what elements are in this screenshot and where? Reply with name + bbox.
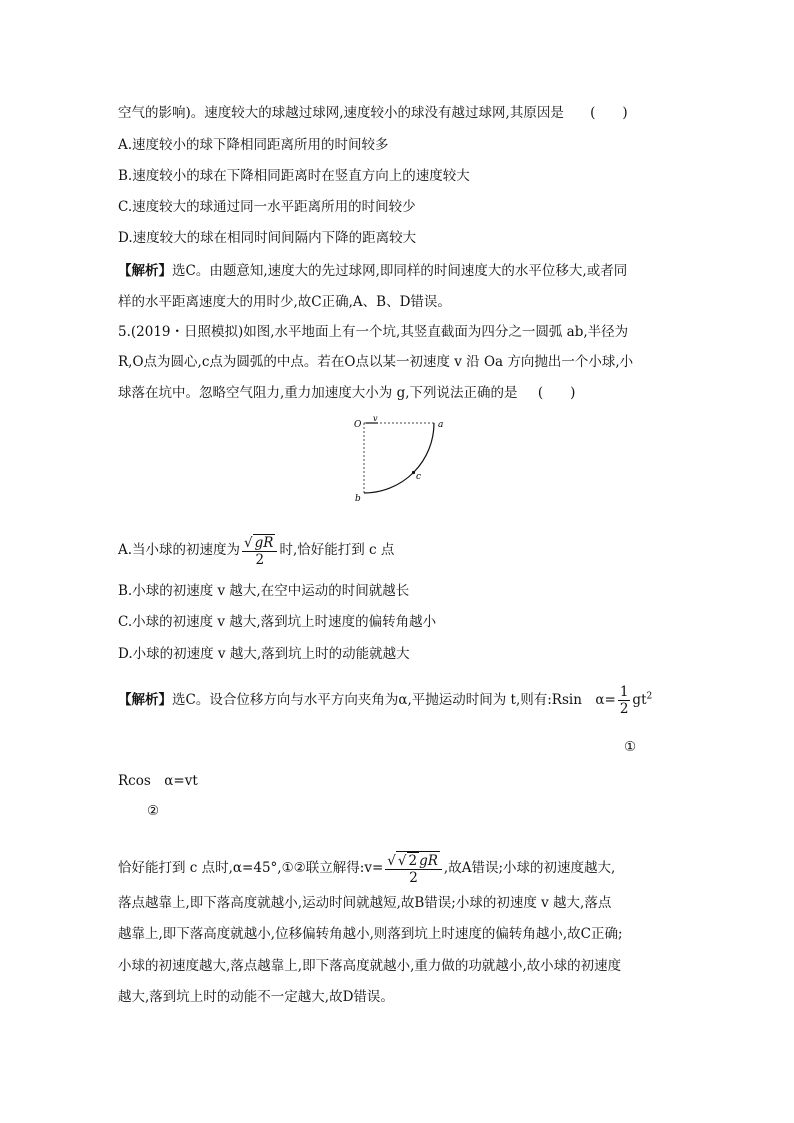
half-fraction [618, 684, 631, 717]
eq1-tail: gt [632, 692, 647, 708]
q4-option-d: D.速度较大的球在相同时间间隔内下降的距离较大 [118, 230, 417, 246]
label-v: v [373, 414, 378, 423]
sqrt-sign: √ [244, 534, 253, 551]
q4-answer-bracket: ( ) [590, 105, 628, 121]
label-a: a [438, 420, 444, 430]
inner-sqrt-sign: √ [397, 853, 407, 869]
q5-analysis-line7: 越大,落到坑上时的动能不一定越大,故D错误。 [118, 989, 394, 1005]
q4-option-c: C.速度较大的球通过同一水平距离所用的时间较少 [118, 199, 416, 215]
q5-option-a-fraction [242, 534, 277, 568]
outer-sqrt-body [396, 851, 440, 869]
q5-analysis-line5: 越靠上,即下落高度就越小,位移偏转角越小,则落到坑上时速度的偏转角越小,故C正确; [118, 926, 623, 942]
q5-stem-line1: 5.(2019・日照模拟)如图,水平地面上有一个坑,其竖直截面为四分之一圆弧 ab,半径为 [118, 324, 629, 340]
q5-analysis-label: 【解析】 [118, 692, 172, 708]
fraction-numerator: 1 [619, 684, 629, 700]
point-c-dot [412, 471, 415, 474]
q4-stem-tail [118, 103, 628, 123]
q5-analysis-text3: 恰好能打到 c 点时,α=45°,①②联立解得:v= [118, 860, 384, 876]
velocity-fraction [385, 851, 442, 886]
q5-analysis-line1 [118, 683, 652, 717]
q5-analysis-text1: 选C。设合位移方向与水平方向夹角为α,平抛运动时间为 t,则有:Rsin α= [172, 692, 616, 708]
equation-2: Rcos α=vt [118, 773, 198, 789]
eq1-exponent: 2 [646, 691, 653, 702]
q4-analysis-line2: 样的水平距离速度大的用时少,故C正确,A、B、D错误。 [118, 294, 451, 310]
outer-sqrt-sign: √ [387, 853, 396, 869]
q5-answer-bracket: ( ) [537, 385, 576, 401]
fraction-denominator: 2 [255, 551, 265, 568]
label-b: b [355, 494, 361, 504]
q5-option-a-pre: A.当小球的初速度为 [118, 542, 241, 558]
equation-mark-1: ① [624, 739, 637, 755]
q5-analysis-line6: 小球的初速度越大,落点越靠上,即下落高度就越小,重力做的功就越小,故小球的初速度 [118, 958, 622, 974]
q4-analysis-line1 [118, 261, 627, 281]
q4-option-a: A.速度较小的球下降相同距离所用的时间较多 [118, 137, 389, 153]
fraction-denominator: 2 [409, 870, 418, 886]
q5-analysis-line4: 落点越靠上,即下落高度就越小,运动时间就越短,故B错误;小球的初速度 v 越大,落点 [118, 895, 612, 911]
q5-option-a-post: 时,恰好能打到 c 点 [279, 542, 395, 558]
sqrt-gr: gR [254, 534, 274, 551]
fraction-denominator: 2 [619, 701, 629, 717]
q5-option-d: D.小球的初速度 v 越大,落到坑上时的动能就越大 [118, 646, 410, 662]
label-c: c [416, 472, 422, 482]
equation-mark-2: ② [147, 803, 160, 819]
arc-ab [364, 423, 434, 493]
q5-option-a [118, 533, 394, 568]
quarter-circle-pit-figure [348, 413, 458, 511]
label-o: O [354, 420, 362, 430]
q5-stem-line3 [118, 383, 575, 403]
q4-option-b: B.速度较小的球在下降相同距离时在竖直方向上的速度较大 [118, 168, 470, 184]
fraction-numerator [242, 534, 277, 552]
inner-sqrt-2: 2 [408, 853, 418, 869]
q5-stem-text3: 球落在坑中。忽略空气阻力,重力加速度大小为 g,下列说法正确的是 [118, 385, 518, 401]
q5-analysis-text3-post: ,故A错误;小球的初速度越大, [443, 860, 616, 876]
sqrt-gr-tail: gR [419, 853, 438, 869]
q4-stem-text: 空气的影响)。速度较大的球越过球网,速度较小的球没有越过球网,其原因是 [118, 105, 564, 121]
q5-stem-line2: R,O点为圆心,c点为圆弧的中点。若在O点以某一初速度 v 沿 Oa 方向抛出一个小球,小 [118, 354, 634, 370]
q5-analysis-line3 [118, 842, 615, 894]
q5-option-b: B.小球的初速度 v 越大,在空中运动的时间就越长 [118, 583, 410, 599]
q4-analysis-label: 【解析】 [118, 263, 172, 279]
fraction-numerator [385, 851, 442, 870]
q4-analysis-text1: 选C。由题意知,速度大的先过球网,即同样的时间速度大的水平位移大,或者同 [172, 263, 628, 279]
q5-option-c: C.小球的初速度 v 越大,落到坑上时速度的偏转角越小 [118, 614, 437, 630]
